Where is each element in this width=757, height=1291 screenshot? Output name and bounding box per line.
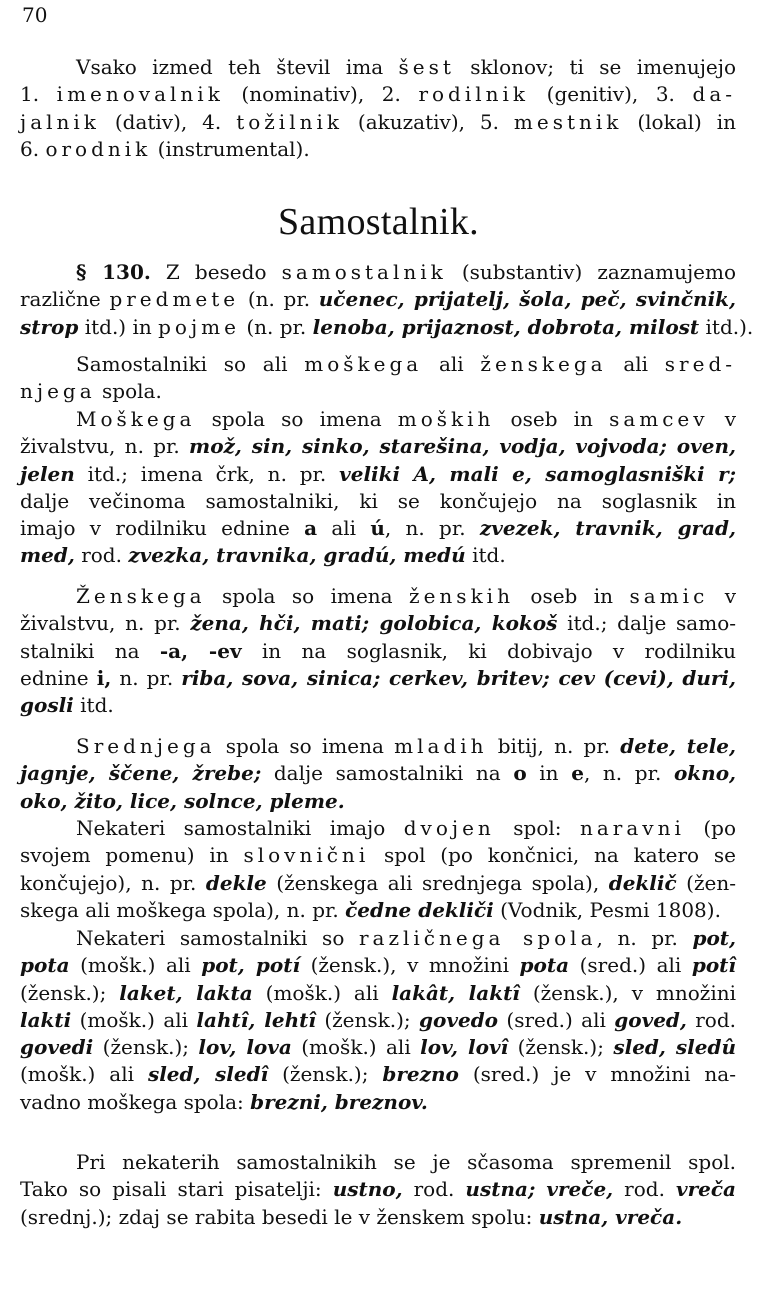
paragraph-gender-change [20,1149,736,1231]
text-line: dalje večinoma samostalniki, ki se končujejo na soglasnik in [20,488,736,513]
paragraph-masculine [20,406,736,570]
text-line: skega ali moškega spola), n. pr. čedne dekliči (Vodnik, Pesmi 1808). [20,897,721,922]
text-line: lakti (mošk.) ali lahtî, lehtî (žensk.); govedo (sred.) ali goved, rod. [20,1007,737,1032]
text-line: Srednjega spola so imena mladih bitij, n. pr. dete, tele, [76,734,736,758]
text-line: končujejo), n. pr. dekle (ženskega ali srednjega spola), deklič (žen- [20,870,736,895]
paragraph-section-130 [20,259,754,341]
text-line: Ženskega spola so imena ženskih oseb in samic v [76,584,737,608]
text-line: Pri nekaterih samostalnikih se je sčasoma spremenil spol. [76,1150,736,1174]
text-line: (srednj.); zdaj se rabita besedi le v ženskem spolu: ustna, vreča. [20,1204,683,1229]
text-line: živalstvu, n. pr. mož, sin, sinko, starešina, vodja, vojvoda; oven, [20,434,736,459]
text-line: Vsako izmed teh števil ima šest sklonov; ti se imenujejo [76,55,736,79]
text-line: (mošk.) ali sled, sledî (žensk.); brezno (sred.) je v množini na- [20,1062,736,1087]
text-line: Nekateri samostalniki imajo dvojen spol: naravni (po [76,816,736,840]
paragraph-cases [20,54,736,163]
section-heading: Samostalnik. [278,201,479,243]
paragraph-feminine [20,583,736,719]
text-line: Nekateri samostalniki so različnega spola, n. pr. pot, [76,926,736,950]
text-line: ednine i, n. pr. riba, sova, sinica; cerkev, britev; cev (cevi), duri, [20,665,736,690]
text-line: strop itd.) in pojme (n. pr. lenoba, prijaznost, dobrota, milost itd.). [20,314,754,339]
text-line: njega spola. [20,379,162,404]
text-line: jelen itd.; imena črk, n. pr. veliki A, mali e, samoglasniški r; [20,461,736,486]
paragraph-neuter [20,733,736,815]
text-line: pota (mošk.) ali pot, potí (žensk.), v množini pota (sred.) ali potî [20,953,736,978]
text-line: Moškega spola so imena moških oseb in samcev v [76,407,736,431]
text-line: Samostalniki so ali moškega ali ženskega ali sred- [76,352,737,376]
text-line: vadno moškega spola: brezni, breznov. [20,1089,428,1114]
text-line: 1. imenovalnik (nominativ), 2. rodilnik (genitiv), 3. da- [20,82,736,107]
text-line: jagnje, ščene, žrebe; dalje samostalniki na o in e, n. pr. okno, [20,761,736,786]
paragraph-genders [20,351,736,406]
text-line: stalniki na -a, -ev in na soglasnik, ki dobivajo v rodilniku [20,638,736,663]
text-line: § 130. Z besedo samostalnik (substantiv) zaznamujemo [76,260,737,284]
text-line: Tako so pisali stari pisatelji: ustno, rod. ustna; vreče, rod. vreča [20,1177,736,1202]
text-line: imajo v rodilniku ednine a ali ú, n. pr. zvezek, travnik, grad, [20,516,737,541]
text-line: jalnik (dativ), 4. tožilnik (akuzativ), 5. mestnik (lokal) in [20,109,737,134]
text-line: 6. orodnik (instrumental). [20,136,310,161]
text-line: govedi (žensk.); lov, lova (mošk.) ali lov, lovî (žensk.); sled, sledû [20,1035,736,1060]
section-number: § 130. [76,260,151,284]
text-line: gosli itd. [20,693,114,718]
paragraph-different-gender [20,925,736,1116]
text-line: (žensk.); laket, lakta (mošk.) ali lakât, laktî (žensk.), v množini [20,980,736,1005]
page-number: 70 [22,3,48,27]
text-line: različne predmete (n. pr. učenec, prijatelj, šola, peč, svinčnik, [20,287,737,312]
text-line: med, rod. zvezka, travnika, gradú, medú itd. [20,543,506,568]
text-line: živalstvu, n. pr. žena, hči, mati; golobica, kokoš itd.; dalje samo- [20,611,736,636]
paragraph-dual-gender [20,815,736,924]
text-line: oko, žito, lice, solnce, pleme. [20,788,345,813]
text-line: svojem pomenu) in slovnični spol (po končnici, na katero se [20,843,736,868]
